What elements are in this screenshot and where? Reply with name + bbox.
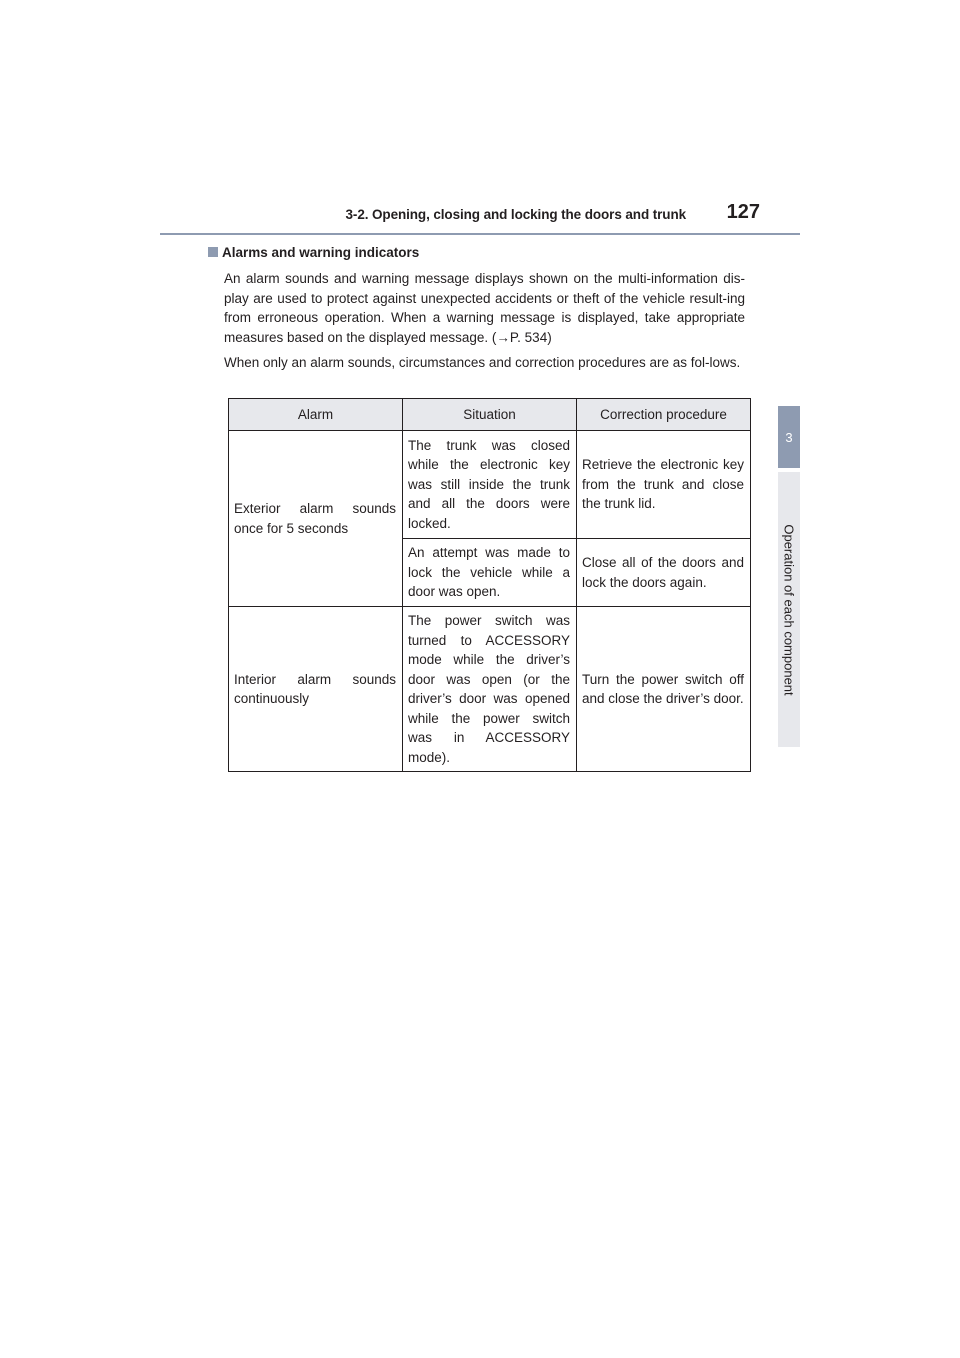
situation-cell: The trunk was closed while the electronic key was still inside the trunk and all the doors were locked.	[403, 431, 577, 539]
column-header-correction: Correction procedure	[577, 399, 751, 431]
square-bullet-icon	[208, 247, 218, 257]
intro-paragraph: An alarm sounds and warning message displays shown on the multi-information dis-play are used to protect against unexpected accidents or theft of the vehicle result-ing from erroneous operation. When a warning message is displayed, take appropriate measures based on the displayed message. (→P. 534)	[224, 271, 745, 345]
chapter-title-tab	[778, 472, 800, 747]
table-header-row	[229, 399, 751, 431]
correction-cell: Retrieve the electronic key from the trunk and close the trunk lid.	[577, 431, 751, 539]
section-title: 3-2. Opening, closing and locking the doors and trunk	[345, 207, 686, 222]
column-header-alarm: Alarm	[229, 399, 403, 431]
section-heading-text: Alarms and warning indicators	[222, 245, 420, 260]
correction-cell: Close all of the doors and lock the doors again.	[577, 539, 751, 607]
chapter-number: 3	[785, 429, 793, 445]
section-heading	[208, 245, 419, 260]
alarm-table	[228, 398, 751, 772]
column-header-situation: Situation	[403, 399, 577, 431]
table-row	[229, 431, 751, 539]
page-number: 127	[726, 201, 760, 223]
chapter-number-tab	[778, 406, 800, 468]
chapter-title: Operation of each component	[781, 523, 797, 696]
situation-cell: An attempt was made to lock the vehicle while a door was open.	[403, 539, 577, 607]
header-divider	[160, 233, 800, 235]
situation-cell: The power switch was turned to ACCESSORY mode while the driver’s door was open (or the driver’s door was opened while the power switch was in ACCESSORY mode).	[403, 607, 577, 772]
alarm-cell: Interior alarm sounds continuously	[229, 607, 403, 772]
table-row	[229, 607, 751, 772]
correction-cell: Turn the power switch off and close the driver’s door.	[577, 607, 751, 772]
alarm-paragraph: When only an alarm sounds, circumstances and correction procedures are as fol-lows.	[224, 355, 741, 370]
alarm-cell: Exterior alarm sounds once for 5 seconds	[229, 431, 403, 607]
